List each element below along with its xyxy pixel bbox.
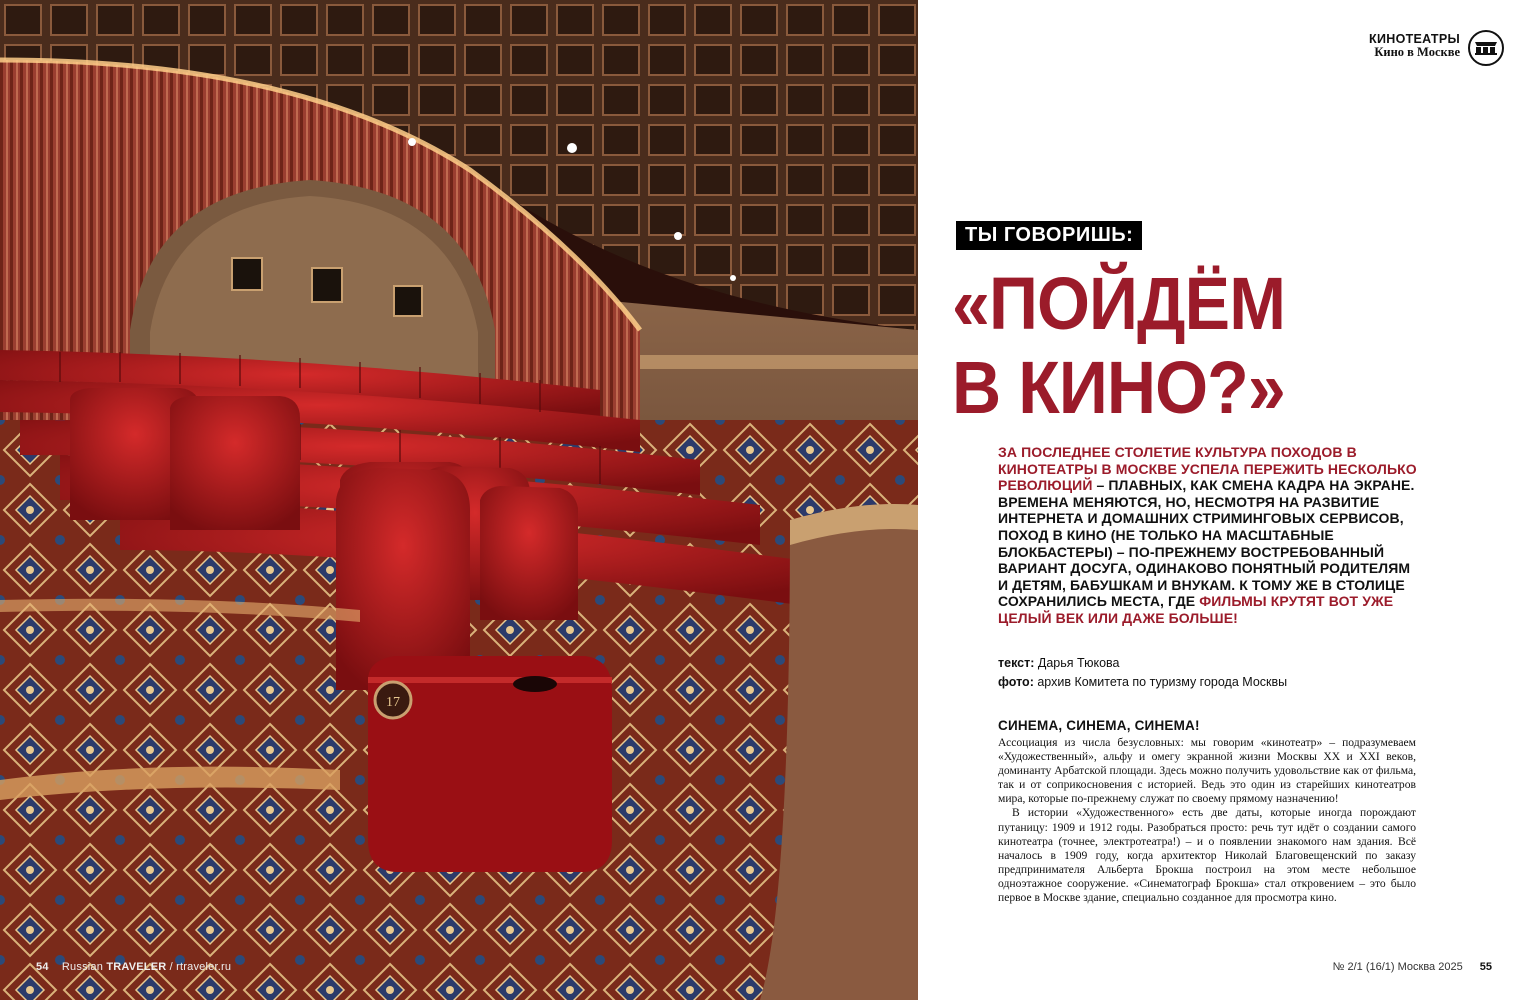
lead-black: – ПЛАВНЫХ, КАК СМЕНА КАДРА НА ЭКРАНЕ. ВРЕМЕНА МЕНЯЮТСЯ, НО, НЕСМОТРЯ НА РАЗВИТИЕ ИНТЕРНЕТА И ДОМАШНИХ СТРИМИНГОВЫХ СЕРВИСОВ, ПОХОД В КИНО (НЕ ТОЛЬКО НА МАСШТАБНЫЕ БЛОКБАСТЕРЫ) – ПО-ПРЕЖНЕМУ ВОСТРЕБОВАННЫЙ ВАРИАНТ ДОСУГА, ОДИНАКОВО ПОНЯТНЫЙ РОДИТЕЛЯМ И ДЕТЯМ, БАБУШКАМ И ВНУКАМ. К ТОМУ ЖЕ В СТОЛИЦЕ СОХРАНИЛИСЬ МЕСТА, ГДЕ — [998, 477, 1415, 610]
credit-photo-value: архив Комитета по туризму города Москвы — [1037, 675, 1288, 689]
article-body — [998, 718, 1416, 905]
headline-line-1: «ПОЙДЁМ — [952, 262, 1285, 345]
brand-prefix: Russian — [61, 961, 104, 973]
section-header — [1369, 33, 1460, 59]
section-category: КИНОТЕАТРЫ — [1369, 32, 1460, 46]
right-page-folio — [1333, 961, 1492, 973]
brand-name: TRAVELER — [106, 961, 167, 973]
seat-number: 17 — [386, 695, 400, 710]
article-text — [998, 736, 1416, 905]
issue-info: № 2/1 (16/1) Москва 2025 — [1332, 961, 1463, 973]
article-subhead: СИНЕМА, СИНЕМА, СИНЕМА! — [998, 718, 1200, 733]
lead-paragraph — [998, 444, 1418, 627]
right-page-number: 55 — [1479, 961, 1492, 973]
left-page-folio — [36, 961, 231, 973]
lead-red-end: ФИЛЬМЫ КРУТЯТ ВОТ УЖЕ ЦЕЛЫЙ ВЕК ИЛИ ДАЖЕ БОЛЬШЕ! — [998, 593, 1394, 626]
credit-text-value: Дарья Тюкова — [1037, 656, 1120, 670]
credit-text-label: текст: — [998, 656, 1035, 670]
left-page-number: 54 — [36, 961, 49, 973]
lead-red-start: ЗА ПОСЛЕДНЕЕ СТОЛЕТИЕ КУЛЬТУРА ПОХОДОВ В КИНОТЕАТРЫ В МОСКВЕ УСПЕЛА ПЕРЕЖИТЬ НЕСКОЛЬКО РЕВОЛЮЦИЙ — [998, 444, 1417, 494]
headline — [952, 262, 1467, 430]
article-page — [918, 0, 1526, 1000]
credit-photo-label: фото: — [998, 675, 1034, 689]
section-subtitle: Кино в Москве — [1374, 45, 1460, 60]
credit-text — [998, 654, 1287, 673]
paragraph-1: Ассоциация из числа безусловных: мы говорим «кинотеатр» – подразумеваем «Художественный», альфу и омегу экранной жизни Москвы XX и XXI веков, доминанту Арбатской площади. Здесь можно получить удовольствие как от фильма, так и от соприкосновения с историей. Ведь это один из старейших кинотеатров мира, которые по-прежнему служат по своему прямому назначению! — [998, 736, 1416, 806]
brand-site: / rtraveler.ru — [169, 961, 232, 973]
credit-photo — [998, 673, 1287, 692]
credits — [998, 654, 1287, 692]
cinema-seats-icon — [1468, 30, 1504, 66]
paragraph-2: В истории «Художественного» есть две даты, которые иногда порождают путаницу: 1909 и 1912 годы. Разобраться просто: речь тут идёт о создании самого кинотеатра (точнее, электротеатра!) – и о появлении знакомого нам здания. Всё началось в 1909 году, когда архитектор Николай Благовещенский по заказу предпринимателя Альберта Брокша построил на этом месте небольшое одноэтажное сооружение. «Синематограф Брокша» стал откровением – это было первое в Москве здание, специально созданное для просмотра кино. — [998, 806, 1416, 905]
headline-line-2: В КИНО?» — [952, 346, 1285, 429]
kicker-label: ТЫ ГОВОРИШЬ: — [956, 221, 1142, 250]
